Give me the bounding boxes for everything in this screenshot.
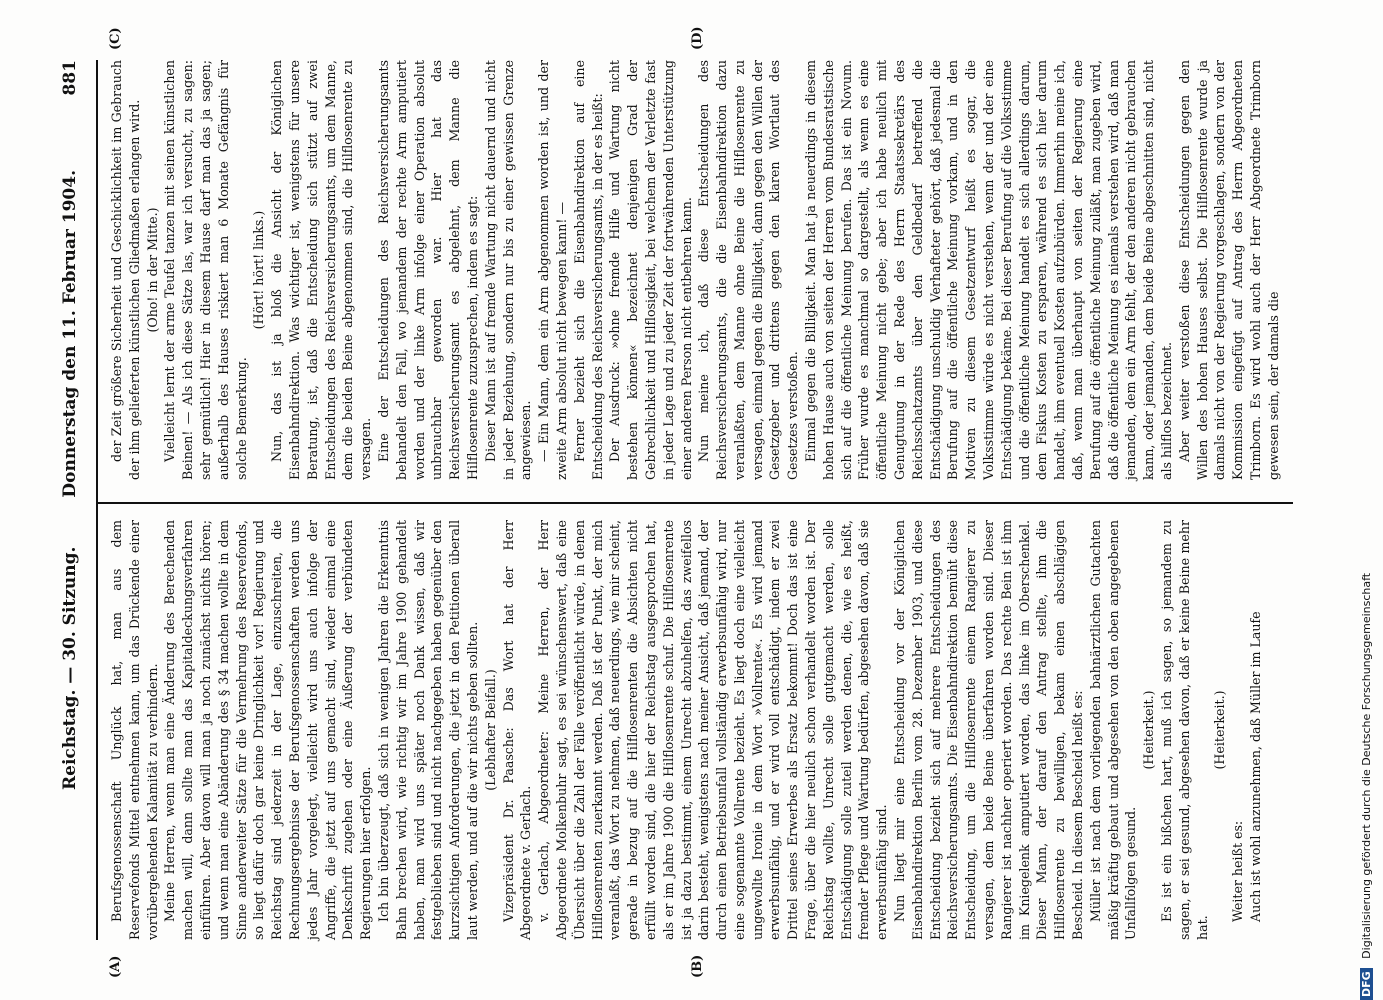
paragraph: Aber weiter verstoßen diese Entscheidungen gegen den Willen des hohen Hauses selbst. Die Hilflosenrente wurde ja damals nicht von der Regierung vorgeschlagen, sondern von der Kommission eingefügt auf Antrag des Herrn Abgeordneten Trimborn. Es wird wohl auch der Herr Abgeordnete Trimborn gewesen sein, der damals die (1176, 60, 1281, 480)
footer-credit: Digitalisierung gefördert durch die Deutsche Forschungsgemeinschaft (1360, 572, 1373, 959)
right-column (108, 60, 1283, 480)
paragraph: Nun, das ist ja bloß die Ansicht der Königlichen Eisenbahndirektion. Was wichtiger ist, wenigstens für unsere Beratung, ist, daß die Entscheidung sich stützt auf zwei Entscheidungen des Reichsversicherungsamts, um dem Manne, dem die beiden Beine abgenommen sind, die Hilflosenrente zu versagen. (269, 60, 374, 480)
paragraph: Es ist ein bißchen hart, muß ich sagen, so jemandem zu sagen, er sei gesund, abgesehen davon, daß er keine Beine mehr hat. (1159, 520, 1210, 940)
paragraph: Ich bin überzeugt, daß sich in wenigen Jahren die Erkenntnis Bahn brechen wird, wie richtig wir im Jahre 1900 gehandelt haben, man wird uns später noch Dank wissen, daß wir festgeblieben sind und nicht nachgegeben haben gegenüber den kurzsichtigen Anforderungen, die jetzt in den Petitionen überall laut werden, und auf die wir nichts geben sollten. (375, 520, 480, 940)
paragraph: v. Gerlach, Abgeordneter: Meine Herren, der Herr Abgeordnete Molkenbuhr sagt, es sei wünschenswert, daß eine Übersicht über die Zahl der Fälle veröffentlicht würde, in denen Hilflosenrenten zuerkannt werden. Daß ist der Punkt, der mich veranlaßt, das Wort zu nehmen, daß neuerdings, wie mir scheint, gerade in bezug auf die Hilflosenrenten die Absichten nicht erfüllt worden sind, die hier der Reichstag ausgesprochen hat, als er im Jahre 1900 die Hilflosenrente schuf. Die Hilflosenrente ist ja dazu bestimmt, einem Unrecht abzuhelfen, das zweifellos darin besteht, wenigstens nach meiner Ansicht, daß jemand, der durch einen Betriebsunfall vollständig erwerbsunfähig wird, nur eine sogenannte Vollrente bezieht. Es liegt doch eine vielleicht ungewollte Ironie in dem Wort »Vollrente«. Es wird jemand erwerbsunfähig, und er wird voll entschädigt, indem er zwei Drittel seines Erwerbes als Ersatz bekommt! Doch das ist eine Frage, über die hier neulich schon verhandelt worden ist. Der Reichstag wollte, Unrecht solle gutgemacht werden, solle Entschädigung solle zuteil werden denen, die, wie es heißt, fremder Pflege und Wartung bedürfen, abgesehen davon, daß sie erwerbsunfähig sind. (536, 520, 890, 940)
paragraph: Weiter heißt es: (1230, 820, 1246, 922)
paragraph: Nun liegt mir eine Entscheidung vor der Königlichen Eisenbahndirektion Berlin vom 28. Dezember 1903, und diese Entscheidung bezieht sich auf mehrere Entscheidungen des Reichsversicherungsamts. Die Eisenbahndirektion bemüht diese Entscheidung, um die Hilflosenrente einem Rangierer zu versagen, dem beide Beine überfahren worden sind. Dieser Rangierer ist nachher operiert worden. Das rechte Bein ist ihm im Kniegelenk amputiert worden, das linke im Oberschenkel. Dieser Mann, der darauf den Antrag stellte, ihm die Hilflosenrente zu bewilligen, bekam einen abschlägigen Bescheid. In diesem Bescheid heißt es: (892, 520, 1086, 940)
paragraph: Der Ausdruck: »ohne fremde Hilfe und Wartung nicht bestehen können« bezeichnet denjenigen Grad der Gebrechlichkeit und Hilflosigkeit, bei welchem der Verletzte fast in jeder Lage und zu jeder Zeit der fortwährenden Unterstützung einer anderen Person nicht entbehren kann. (607, 60, 694, 480)
paragraph: der Zeit größere Sicherheit und Geschicklichkeit im Gebrauch der ihm gelieferten künstlichen Gliedmaßen erlangen wird. (109, 60, 142, 480)
paragraph: Ferner bezieht sich die Eisenbahndirektion auf eine Entscheidung des Reichsversicherungsamts, in der es heißt: (571, 60, 605, 480)
paragraph: Vielleicht lernt der arme Teufel tanzen mit seinen künstlichen Beinen! — Als ich diese Sätze las, war ich versucht, zu sagen: sehr gemütlich! Hier in diesem Hause darf man das ja sagen; außerhalb des Hauses riskiert man 6 Monate Gefängnis für solche Bemerkung. (162, 60, 249, 480)
paragraph: Nun meine ich, daß diese Entscheidungen des Reichsversicherungsamts, die die Eisenbahndirektion dazu veranlaßten, dem Manne ohne Beine die Hilflosenrente zu versagen, einmal gegen die Billigkeit, dann gegen den Willen der Gesetzgeber und drittens gegen den klaren Wortlaut des Gesetzes verstoßen. (696, 60, 801, 480)
dfg-logo: DFG (1360, 968, 1373, 1000)
margin-mark-d: (D) (690, 26, 705, 50)
paragraph: Vizepräsident Dr. Paasche: Das Wort hat der Herr Abgeordnete v. Gerlach. (500, 520, 534, 940)
paragraph: Auch ist wohl anzunehmen, daß Müller im Laufe (1248, 611, 1263, 922)
paragraph: (Heiterkeit.) (1141, 690, 1157, 770)
header-date: Donnerstag den 11. Februar 1904. (60, 170, 80, 498)
page-number: 881 (60, 60, 80, 96)
left-column (108, 520, 1265, 940)
paragraph: — Ein Mann, dem ein Arm abgenommen worden ist, und der zweite Arm absolut nicht bewegen kann! — (536, 60, 569, 480)
paragraph: Einmal gegen die Billigkeit. Man hat ja neuerdings in diesem hohen Hause auch von seiten der Herren vom Bundesratstische sich auf die öffentliche Meinung berufen. Das ist ein Novum. Früher wurde es manchmal so dargestellt, als wenn es eine öffentliche Meinung nicht gebe; aber ich habe neulich mit Genugtuung in der Rede des Herrn Staatssekretärs des Reichsschatzamts über den Geldbedarf betreffend die Entschädigung unschuldig Verhafteter gehört, daß jedesmal die Berufung auf die öffentliche Meinung vorkam, und in den Motiven zu diesem Gesetzentwurf heißt es sogar, die Volksstimme würde es nicht verstehen, wenn der und der eine Entschädigung bekäme. Bei dieser Berufung auf die Volksstimme und die öffentliche Meinung handelt es sich allerdings darum, dem Fiskus Kosten zu ersparen, während es sich hier darum handelt, ihm eventuell Kosten aufzubürden. Immerhin meine ich, daß, wenn man überhaupt von seiten der Regierung eine Berufung auf die öffentliche Meinung zuläßt, man zugeben wird, daß die öffentliche Meinung es niemals verstehen wird, daß man jemanden, dem ein Arm fehlt, der den anderen nicht gebrauchen kann, oder jemanden, dem beide Beine abgeschnitten sind, nicht als hilflos bezeichnet. (803, 60, 1175, 480)
margin-mark-c: (C) (108, 27, 123, 50)
paragraph: Müller ist nach dem vorliegenden bahnärztlichen Gutachten mäßig kräftig gebaut und abgesehen von den oben angegebenen Unfallfolgen gesund. (1087, 520, 1139, 940)
margin-mark-b: (B) (690, 954, 705, 978)
paragraph: Meine Herren, wenn man eine Änderung des Berechenden machen will, dann sollte man das Kapitaldeckungsverfahren einführen. Aber davon will man ja noch zunächst nichts hören; und wenn man eine Abänderung des § 34 machen wollte in dem Sinne anderweiter Sätze für die Vermehrung des Reservefonds, so liegt dafür doch gar keine Dringlichkeit vor! Regierung und Reichstag sind jederzeit in der Lage, einzuschreiten, die Rechnungsergebnisse der Berufsgenossenschaften werden uns jedes Jahr vorgelegt, vielleicht wird uns auch infolge der Angriffe, die jetzt auf uns gemacht sind, wieder einmal eine Denkschrift zugehen oder eine Äußerung der verbündeten Regierungen hier erfolgen. (162, 520, 374, 940)
paragraph: Berufsgenossenschaft Unglück hat, man aus dem Reservefonds Mittel entnehmen kann, um das Drückende einer vorübergehenden Kalamität zu verhindern. (109, 520, 160, 940)
paragraph: (Heiterkeit.) (1212, 690, 1228, 770)
header-session: Reichstag. — 30. Sitzung. (60, 546, 80, 790)
paragraph: (Lebhafter Beifall.) (482, 669, 498, 791)
page-header (60, 60, 94, 940)
margin-mark-a: (A) (108, 955, 123, 978)
header-rule (96, 60, 98, 940)
column-divider (98, 502, 1293, 504)
paragraph: Eine der Entscheidungen des Reichsversicherungsamts behandelt den Fall, wo jemandem der rechte Arm amputiert worden und der linke Arm infolge einer Operation absolut unbrauchbar geworden war. Hier hat das Reichsversicherungsamt es abgelehnt, dem Manne die Hilflosenrente zuzusprechen, indem es sagt: (375, 60, 480, 480)
paragraph: (Hört! hört! links.) (251, 210, 267, 330)
footer (1360, 0, 1380, 1000)
paragraph: Dieser Mann ist auf fremde Wartung nicht dauernd und nicht in jeder Beziehung, sondern nur bis zu einer gewissen Grenze angewiesen. (482, 60, 534, 480)
paragraph: (Oho! in der Mitte.) (144, 207, 160, 333)
